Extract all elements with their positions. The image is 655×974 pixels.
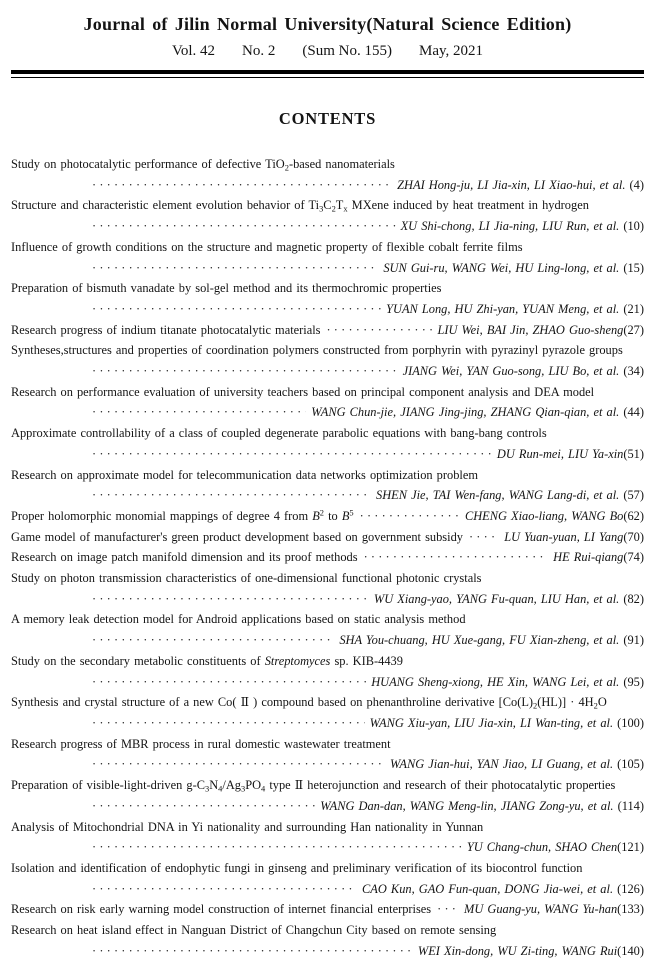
toc-entry	[11, 609, 644, 650]
author-names: DU Run-mei, LIU Ya-xin	[496, 446, 624, 461]
toc-entry	[11, 858, 644, 899]
author-line	[11, 713, 644, 734]
author-names: SHEN Jie, TAI Wen-fang, WANG Lang-di, et al.	[376, 488, 620, 503]
author-line	[11, 175, 644, 196]
author-line	[11, 299, 644, 320]
article-authors	[504, 527, 644, 548]
toc-entry	[11, 692, 644, 733]
author-names: WU Xiang-yao, YANG Fu-quan, LIU Han, et al.	[373, 591, 620, 606]
toc-entry	[11, 382, 644, 423]
page-number: (15)	[619, 260, 644, 275]
author-line	[11, 754, 644, 775]
dot-leader	[92, 216, 396, 237]
toc-entry	[11, 568, 644, 609]
page-number: (51)	[623, 446, 644, 461]
article-title: Research progress of MBR process in rural domestic wastewater treatment	[11, 736, 391, 751]
page-number: (21)	[619, 301, 644, 316]
article-authors	[320, 796, 644, 817]
toc-entry	[11, 154, 644, 195]
article-authors	[362, 879, 644, 900]
issue-volume: Vol. 42	[171, 43, 216, 59]
toc-entry	[11, 547, 644, 568]
author-names: HUANG Sheng-xiong, HE Xin, WANG Lei, et al.	[371, 674, 620, 689]
article-title: Research on performance evaluation of university teachers based on principal component analysis and DEA model	[11, 384, 595, 399]
page-number: (100)	[613, 715, 644, 730]
toc-entry	[11, 465, 644, 506]
toc-entry	[11, 527, 644, 548]
author-names: LIU Wei, BAI Jin, ZHAO Guo-sheng	[437, 322, 624, 337]
author-names: SHA You-chuang, HU Xue-gang, FU Xian-zheng, et al.	[339, 633, 620, 648]
article-title: Influence of growth conditions on the structure and magnetic property of flexible cobalt ferrite films	[11, 239, 523, 254]
article-authors	[311, 402, 644, 423]
page-number: (121)	[617, 840, 644, 855]
article-title: Approximate controllability of a class of coupled degenerate parabolic equations with bang-bang controls	[11, 426, 547, 441]
article-title: Study on photocatalytic performance of defective TiO$_2$-based nanomaterials	[11, 157, 395, 173]
author-line	[11, 444, 644, 465]
article-title: Analysis of Mitochondrial DNA in Yi nationality and surrounding Han nationality in Yunnan	[11, 819, 484, 834]
page-number: (62)	[623, 508, 644, 523]
article-title: A memory leak detection model for Android applications based on static analysis method	[11, 612, 466, 627]
article-authors	[374, 589, 644, 610]
article-title: Proper holomorphic monomial mappings of degree 4 from $B^2$ to $B^5$	[11, 507, 354, 523]
dot-leader	[92, 589, 369, 610]
dot-leader	[92, 754, 385, 775]
author-names: MU Guang-yu, WANG Yu-han	[464, 902, 618, 917]
toc-entry	[11, 775, 644, 816]
page-number: (10)	[619, 219, 644, 234]
page-number: (133)	[617, 902, 644, 917]
page-number: (44)	[619, 405, 644, 420]
page-number: (27)	[623, 322, 644, 337]
author-names: WANG Dan-dan, WANG Meng-lin, JIANG Zong-yu, et al.	[320, 798, 614, 813]
article-authors	[371, 672, 644, 693]
article-authors	[437, 320, 644, 341]
page-number: (57)	[619, 488, 644, 503]
issue-line	[11, 41, 644, 61]
article-title: Study on the secondary metabolic constituents of Streptomyces sp. KIB-4439	[11, 653, 403, 668]
issue-date: May, 2021	[418, 43, 484, 59]
article-title: Study on photon transmission characteristics of one-dimensional functional photonic crystals	[11, 571, 482, 586]
dot-leader	[92, 299, 381, 320]
page-number: (114)	[613, 798, 644, 813]
article-title: Synthesis and crystal structure of a new Co( Ⅱ ) compound based on phenanthroline derivative $[Co(L)_2(HL)] \cdot 4H_2O$	[11, 695, 607, 711]
author-line	[11, 402, 644, 423]
toc-entry	[11, 734, 644, 775]
issue-number: No. 2	[242, 43, 276, 59]
toc-entry	[11, 320, 644, 341]
journal-header	[11, 12, 644, 61]
dot-leader	[92, 879, 357, 900]
toc-entry	[11, 817, 644, 858]
author-names: YUAN Long, HU Zhi-yan, YUAN Meng, et al.	[386, 301, 620, 316]
article-authors	[464, 899, 644, 920]
article-authors	[386, 299, 644, 320]
contents-heading: CONTENTS	[278, 109, 377, 128]
author-line	[11, 899, 644, 920]
author-names: LU Yuan-yuan, LI Yang	[504, 529, 624, 544]
author-names: CAO Kun, GAO Fun-quan, DONG Jia-wei, et al.	[362, 881, 614, 896]
author-line	[11, 506, 644, 527]
article-authors	[383, 258, 644, 279]
author-line	[11, 527, 644, 548]
article-authors	[553, 547, 644, 568]
article-authors	[403, 361, 644, 382]
toc-entry	[11, 237, 644, 278]
article-authors	[465, 506, 644, 527]
article-authors	[401, 216, 644, 237]
author-names: CHENG Xiao-liang, WANG Bo	[464, 508, 624, 523]
toc-entry	[11, 899, 644, 920]
author-line	[11, 837, 644, 858]
dot-leader	[92, 630, 334, 651]
article-title: Research on approximate model for telecommunication data networks optimization problem	[11, 467, 478, 482]
author-line	[11, 547, 644, 568]
dot-leader	[92, 485, 371, 506]
article-title: Preparation of bismuth vanadate by sol-gel method and its thermochromic properties	[11, 281, 442, 296]
dot-leader	[92, 713, 365, 734]
toc-entry	[11, 920, 644, 961]
dot-leader	[92, 175, 392, 196]
dot-leader	[92, 837, 462, 858]
article-authors	[418, 941, 644, 962]
dot-leader	[92, 444, 492, 465]
page-number: (95)	[619, 674, 644, 689]
contents-list	[11, 154, 644, 961]
toc-entry	[11, 651, 644, 692]
dot-leader	[92, 402, 306, 423]
toc-entry	[11, 278, 644, 319]
dot-leader	[92, 796, 315, 817]
author-names: WANG Jian-hui, YAN Jiao, LI Guang, et al.	[389, 757, 614, 772]
article-title: Structure and characteristic element evolution behavior of $Ti_3C_2T_x$ MXene induced by heat treatment in hydrogen	[11, 198, 589, 214]
toc-entry	[11, 423, 644, 464]
article-title: Research progress of indium titanate photocatalytic materials	[11, 322, 321, 337]
dot-leader	[92, 672, 366, 693]
author-names: SUN Gui-ru, WANG Wei, HU Ling-long, et al.	[383, 260, 620, 275]
issue-sum-number: (Sum No. 155)	[302, 43, 392, 59]
author-line	[11, 796, 644, 817]
author-names: ZHAI Hong-ju, LI Jia-xin, LI Xiao-hui, et al.	[397, 177, 626, 192]
author-line	[11, 630, 644, 651]
page-number: (74)	[623, 550, 644, 565]
dot-leader	[469, 527, 499, 548]
page-number: (4)	[625, 177, 644, 192]
author-names: XU Shi-chong, LI Jia-ning, LIU Run, et al.	[400, 219, 620, 234]
article-title: Research on heat island effect in Nanguan District of Changchun City based on remote sensing	[11, 923, 497, 938]
author-names: HE Rui-qiang	[553, 550, 624, 565]
author-line	[11, 320, 644, 341]
author-line	[11, 361, 644, 382]
author-names: WANG Xiu-yan, LIU Jia-xin, LI Wan-ting, et al.	[369, 715, 614, 730]
author-line	[11, 589, 644, 610]
page-number: (34)	[619, 364, 644, 379]
article-title: Game model of manufacturer's green product development based on government subsidy	[11, 529, 463, 544]
article-authors	[397, 175, 644, 196]
dot-leader	[92, 361, 398, 382]
toc-entry	[11, 195, 644, 236]
dot-leader	[437, 899, 459, 920]
page-number: (105)	[613, 757, 644, 772]
article-title: Research on risk early warning model construction of internet financial enterprises	[11, 902, 432, 917]
author-line	[11, 879, 644, 900]
header-divider-rule	[11, 70, 644, 78]
toc-entry	[11, 340, 644, 381]
page-number: (70)	[623, 529, 644, 544]
article-title: Research on image patch manifold dimension and its proof methods	[11, 550, 358, 565]
dot-leader	[364, 547, 549, 568]
article-title: Isolation and identification of endophytic fungi in ginseng and preliminary verification of its biocontrol function	[11, 860, 583, 875]
dot-leader	[92, 258, 378, 279]
author-names: YU Chang-chun, SHAO Chen	[466, 840, 618, 855]
article-authors	[497, 444, 644, 465]
article-authors	[376, 485, 644, 506]
article-title: Syntheses,structures and properties of coordination polymers constructed from porphyrin with pyrazinyl pyrazole groups	[11, 343, 623, 358]
article-title: Preparation of visible-light-driven $g-C_3N_4/Ag_3PO_4$ type Ⅱ heterojunction and research of their photocatalytic properties	[11, 778, 616, 794]
dot-leader	[92, 941, 413, 962]
author-line	[11, 941, 644, 962]
article-authors	[467, 837, 644, 858]
article-authors	[390, 754, 644, 775]
page-number: (91)	[619, 633, 644, 648]
page-number: (126)	[613, 881, 644, 896]
page-number: (140)	[617, 943, 644, 958]
author-line	[11, 485, 644, 506]
journal-title: Journal of Jilin Normal University(Natural Science Edition)	[83, 14, 572, 34]
author-line	[11, 672, 644, 693]
article-authors	[339, 630, 644, 651]
author-line	[11, 258, 644, 279]
dot-leader	[360, 506, 460, 527]
article-authors	[370, 713, 644, 734]
author-names: JIANG Wei, YAN Guo-song, LIU Bo, et al.	[402, 364, 620, 379]
dot-leader	[326, 320, 432, 341]
page-number: (82)	[619, 591, 644, 606]
toc-entry	[11, 506, 644, 527]
author-names: WANG Chun-jie, JIANG Jing-jing, ZHANG Qian-qian, et al.	[311, 405, 620, 420]
author-names: WEI Xin-dong, WU Zi-ting, WANG Rui	[417, 943, 618, 958]
author-line	[11, 216, 644, 237]
